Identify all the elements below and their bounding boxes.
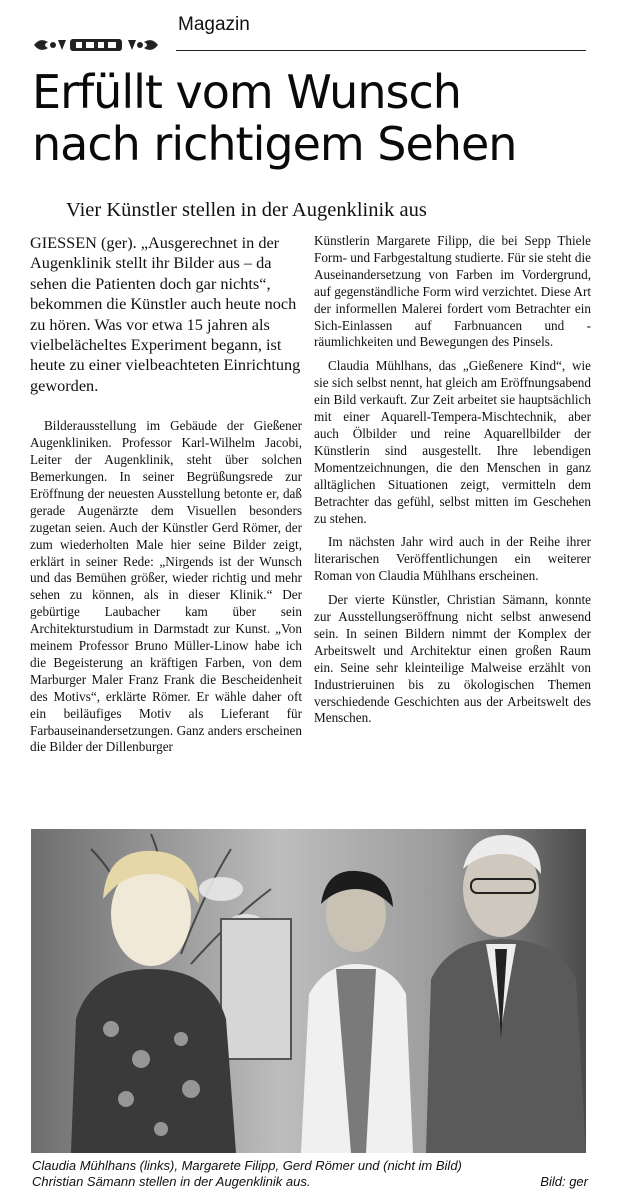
section-label: Magazin [178, 14, 250, 35]
headline [32, 66, 592, 170]
body-paragraph: Claudia Mühlhans, das „Gießenere Kind“, wie sie sich selbst nennt, hat gleich am Eröffnungsabend ein Bild verkauft. Zur Zeit arbeitet sie hauptsächlich mit einer Aquarell-Tempera-Mischtechnik, aber auch Ölbilder und reine Aquarellbilder der Künstlerin sind ausgestellt. Ihre lebendigen Momentzeichnungen, die den Menschen in ganz alltäglichen Situationen zeigt, vermitteln dem Betrachter das gefühl, selbst mitten im Geschehen zu stehen. [314, 358, 591, 526]
headline-line-2: nach richtigem Sehen [32, 117, 517, 171]
headline-line-1: Erfüllt vom Wunsch [32, 65, 461, 119]
caption-line-2: Christian Sämann stellen in der Augenklinik aus. [32, 1174, 311, 1189]
left-column [30, 233, 302, 756]
caption-line-1: Claudia Mühlhans (links), Margarete Filipp, Gerd Römer und (nicht im Bild) [32, 1158, 462, 1173]
body-paragraph: Künstlerin Margarete Filipp, die bei Sepp Thiele Form- und Farbgestaltung studierte. Für sie steht die Auseinandersetzung von Farben im Vordergrund, auf gegenständliche Form wird verzichtet. Diese Art der informellen Malerei fordert vom Betrachter ein Sich-Einlassen auf Farbnuancen und -räumlichkeiten und Bewegungen des Pinsels. [314, 233, 591, 350]
right-column [314, 233, 591, 727]
article-photo [31, 829, 586, 1153]
photo-credit: Bild: ger [540, 1174, 588, 1189]
ornamental-logo-icon [32, 34, 160, 56]
body-paragraph: Bilderausstellung im Gebäude der Gießener Augenkliniken. Professor Karl-Wilhelm Jacobi, Leiter der Augenklinik, steht über solchen Bemerkungen. In seiner Begrüßungsrede zur Eröffnung der neuesten Ausstellung betonte er, daß gerade Augenärzte dem Visuellen besonders zugetan seien. Auch der Künstler Gerd Römer, der zum wiederholten Male hier seine Bilder zeigt, erklärt in seiner Rede: „Nirgends ist der Wunsch und das Bemühen größer, wieder richtig und mehr sehen zu können, als in dieser Klinik.“ Der gebürtige Laubacher kam über sein Architekturstudium in Darmstadt zur Kunst. „Von meinem Professor Bruno Müller-Linow habe ich die Begeisterung an kräftigen Farben, von dem Marburger Maler Franz Frank die Bescheidenheit des Motivs“, erklärte Römer. Er wähle daher oft ein beiläufiges Motiv als Lieferant für Farbauseinandersetzungen. Ganz anders erscheinen die Bilder der Dillenburger [30, 418, 302, 755]
header-rule [176, 50, 586, 51]
photo-caption [32, 1158, 588, 1190]
body-paragraph: Im nächsten Jahr wird auch in der Reihe ihrer literarischen Veröffentlichungen ein weiterer Roman von Claudia Mühlhans erscheinen. [314, 534, 591, 584]
subheadline: Vier Künstler stellen in der Augenklinik aus [66, 199, 427, 221]
lead-paragraph: GIESSEN (ger). „Ausgerechnet in der Augenklinik stellt ihr Bilder aus – da sehen die Patienten doch gar nichts“, bekommen die Künstler auch heute noch zu hören. Was vor etwa 15 jahren als vielbelächeltes Experiment begann, ist heute zu einer vielbeachteten Einrichtung geworden. [30, 233, 301, 395]
body-paragraph: Der vierte Künstler, Christian Sämann, konnte zur Ausstellungseröffnung nicht selbst anwesend sein. In seinen Bildern nimmt der Komplex der Arbeitswelt und Architektur einen großen Raum ein. Seine sehr kleinteilige Malweise erzählt von Industrieruinen bis zu ökologischen Themen verschiedende Geschichten aus der Arbeitswelt des Menschen. [314, 592, 591, 726]
